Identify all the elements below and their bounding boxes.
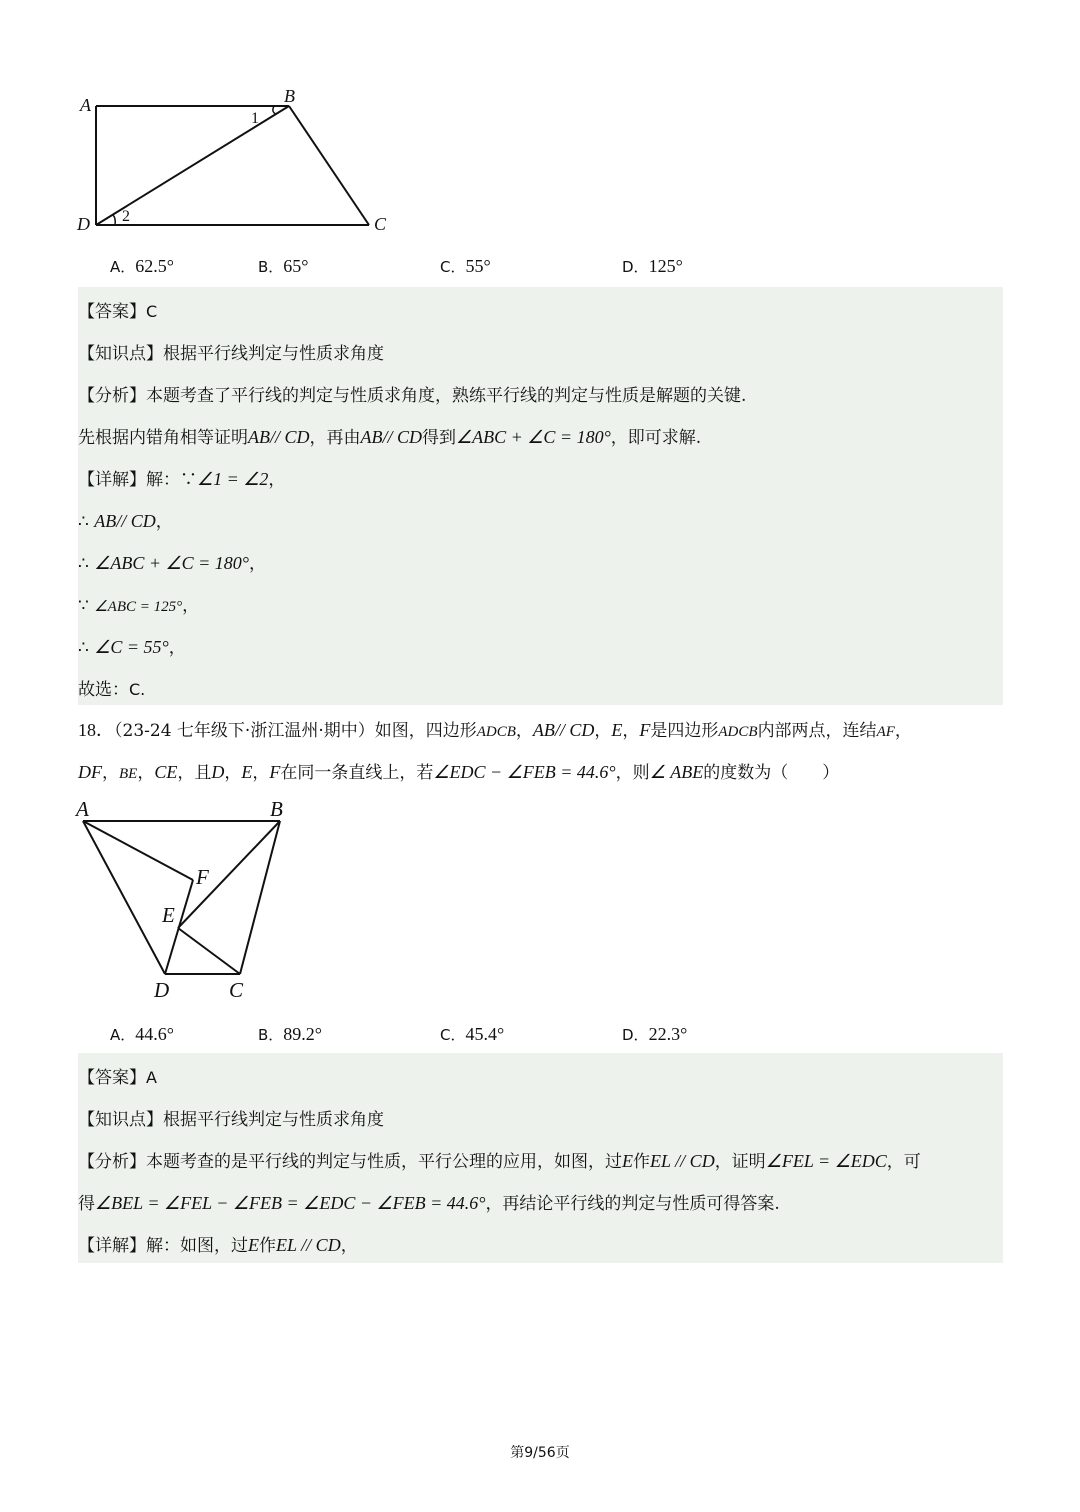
q17-analysis: 【分析】本题考查了平行线的判定与性质求角度，熟练平行线的判定与性质是解题的关键. [78,386,747,406]
q17-option-d[interactable]: D．125° [622,256,683,276]
q17-option-c[interactable]: C．55° [440,256,491,276]
figure-quadrilateral-adcb [70,792,300,1007]
label-f: F [196,865,209,889]
q17-step-1: ∴ AB// CD， [78,511,173,532]
label-d: D [77,214,90,234]
q18-option-a[interactable]: A．44.6° [110,1024,174,1044]
angle-1-arc [273,106,276,114]
label-a: A [80,95,91,115]
q18-question-line1: 18．（23-24 七年级下·浙江温州·期中）如图，四边形ADCB，AB// CD，E，F是四边形ADCB内部两点，连结AF， [78,720,912,741]
label-angle-1: 1 [251,110,259,127]
q18-analysis-line2: 得∠BEL = ∠FEL − ∠FEB = ∠EDC − ∠FEB = 44.6°，再结论平行线的判定与性质可得答案. [78,1193,780,1214]
label-angle-2: 2 [122,208,130,225]
segment-ce [178,928,240,974]
label-e: E [162,903,175,927]
q17-detail: 【详解】解：∵∠1 = ∠2， [78,469,286,490]
q17-answer: 【答案】C [78,302,158,322]
angle-2-arc [113,215,115,225]
q17-step-3: ∵ ∠ABC = 125°， [78,596,200,616]
label-c: C [229,978,244,1002]
q18-solution-box [78,1053,1003,1263]
q17-step-4: ∴ ∠C = 55°， [78,637,186,658]
q17-step-2: ∴ ∠ABC + ∠C = 180°， [78,553,267,574]
page-number: 第9/56页 [510,1445,570,1461]
segment-bc [289,106,369,225]
figure-quadrilateral-abcd [70,85,400,245]
label-b: B [270,797,283,821]
q18-answer: 【答案】A [78,1068,157,1088]
segment-bc [240,821,280,974]
q18-option-c[interactable]: C．45.4° [440,1024,505,1044]
q18-detail: 【详解】解：如图，过E作EL // CD， [78,1235,358,1256]
q17-choose: 故选：C. [78,680,146,700]
q18-question-line2: DF，BE，CE，且D，E，F在同一条直线上，若∠EDC − ∠FEB = 44.6°，则∠ ABE的度数为（ ） [78,762,840,783]
q17-option-a[interactable]: A．62.5° [110,256,174,276]
q17-solution-box [78,287,1003,705]
q18-knowledge-point: 【知识点】根据平行线判定与性质求角度 [78,1110,384,1130]
q18-option-b[interactable]: B．89.2° [258,1024,322,1044]
label-c: C [374,214,387,234]
label-b: B [284,86,295,106]
label-a: A [76,797,89,821]
q18-option-d[interactable]: D．22.3° [622,1024,688,1044]
q18-analysis: 【分析】本题考查的是平行线的判定与性质，平行公理的应用，如图，过E作EL // CD，证明∠FEL = ∠EDC，可 [78,1151,921,1172]
segment-be [178,821,280,928]
q17-analysis-line2: 先根据内错角相等证明AB// CD，再由AB// CD得到∠ABC + ∠C = 180°，即可求解. [78,427,702,448]
q17-knowledge-point: 【知识点】根据平行线判定与性质求角度 [78,344,384,364]
q17-option-b[interactable]: B．65° [258,256,309,276]
label-d: D [154,978,170,1002]
